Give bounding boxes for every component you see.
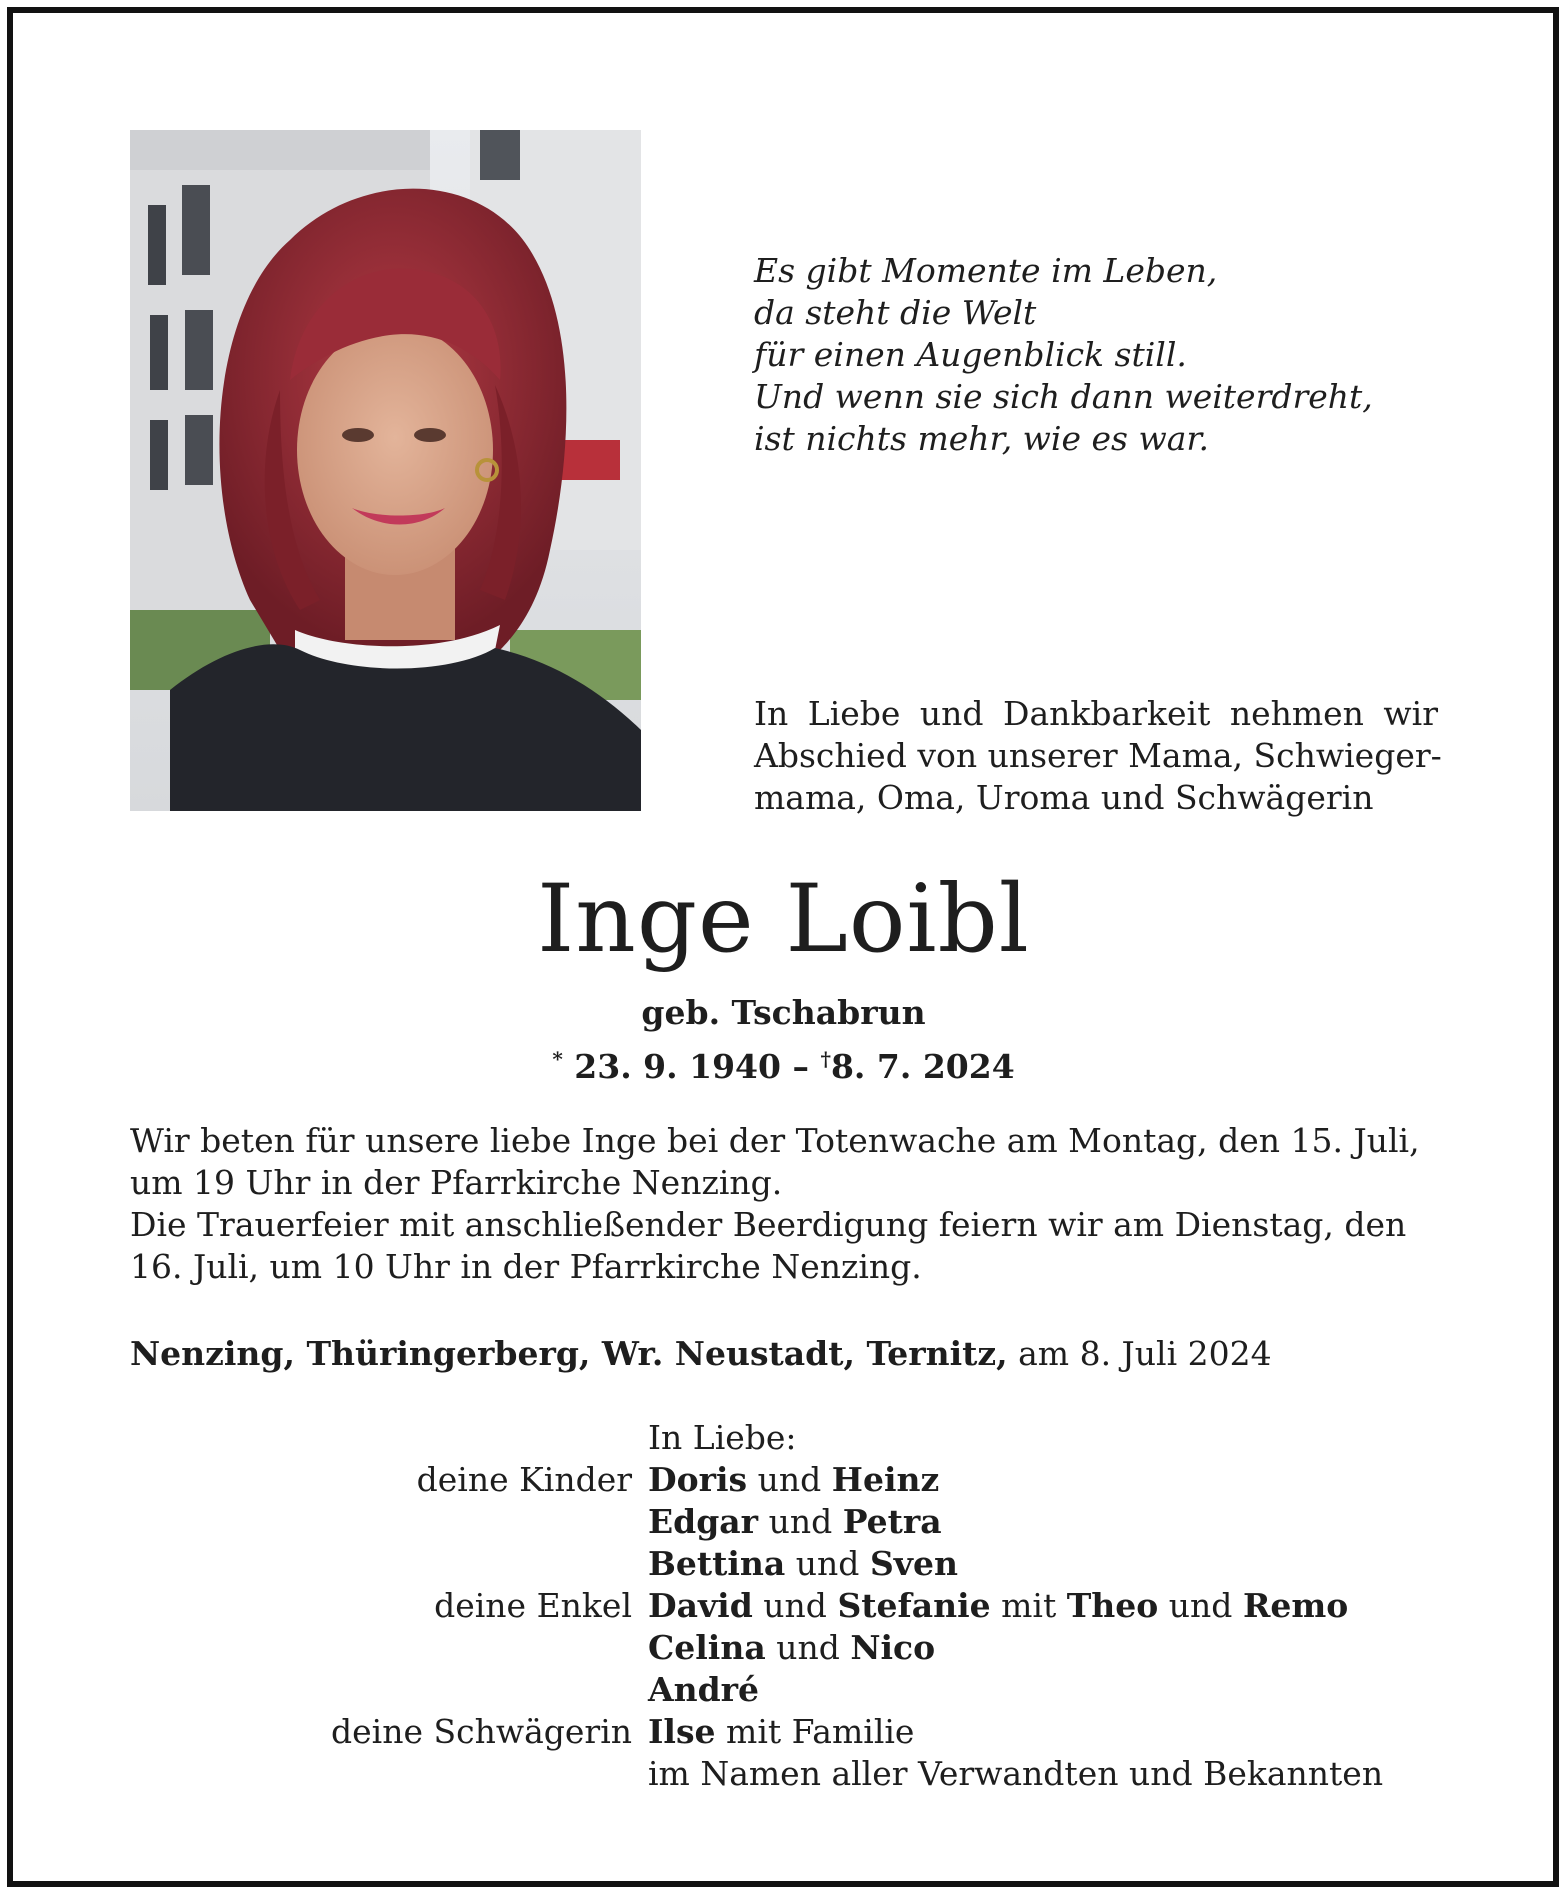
mourner-name: Celina	[648, 1628, 766, 1667]
mourners-list	[130, 1417, 1460, 1795]
notice-date: am 8. Juli 2024	[1018, 1334, 1272, 1373]
death-date: 8. 7. 2024	[830, 1047, 1015, 1086]
mourner-name: Heinz	[831, 1460, 940, 1499]
children-row	[130, 1501, 1460, 1543]
conjunction: und	[757, 1460, 822, 1499]
family-intro-row	[130, 1417, 1460, 1459]
closing-row	[130, 1753, 1460, 1795]
mourner-name: Nico	[850, 1628, 936, 1667]
mourner-name: Bettina	[648, 1544, 786, 1583]
places: Nenzing, Thüringerberg, Wr. Neustadt, Ternitz,	[130, 1334, 1008, 1373]
conjunction: und	[768, 1502, 833, 1541]
farewell-line: Abschied von unserer Mama, Schwieger-	[754, 736, 1442, 775]
deceased-name: Inge Loibl	[537, 865, 1030, 974]
portrait-photo	[130, 130, 641, 811]
mourner-name: David	[648, 1586, 753, 1625]
mourner-name: Sven	[869, 1544, 958, 1583]
farewell-line: In Liebe und Dankbarkeit nehmen wir	[754, 694, 1438, 733]
service-announcement	[130, 1120, 1440, 1288]
conjunction: und	[795, 1544, 860, 1583]
conjunction: und	[1168, 1586, 1233, 1625]
mourner-name: André	[648, 1670, 760, 1709]
mourner-name: Doris	[648, 1460, 748, 1499]
children-row	[130, 1459, 1460, 1501]
mourner-name: Petra	[842, 1502, 942, 1541]
mourner-name: Stefanie	[837, 1586, 991, 1625]
service-line: Die Trauerfeier mit anschließender Beerdigung feiern wir am Dienstag, den	[130, 1205, 1407, 1244]
poem-line: ist nichts mehr, wie es war.	[754, 419, 1210, 458]
children-label: deine Kinder	[416, 1460, 632, 1499]
grandchildren-row	[130, 1585, 1460, 1627]
mourner-name: Ilse	[648, 1712, 716, 1751]
place-date-line	[130, 1333, 1450, 1375]
maiden-name: geb. Tschabrun	[641, 993, 926, 1032]
conjunction: und	[776, 1628, 840, 1667]
mourner-extra: mit Familie	[726, 1712, 915, 1751]
mourner-name: Remo	[1242, 1586, 1349, 1625]
grandchildren-row	[130, 1627, 1460, 1669]
poem-line: für einen Augenblick still.	[754, 335, 1187, 374]
grandchildren-row	[130, 1669, 1460, 1711]
poem-line: da steht die Welt	[754, 293, 1037, 332]
service-line: Wir beten für unsere liebe Inge bei der Totenwache am Montag, den 15. Juli,	[130, 1121, 1420, 1160]
children-row	[130, 1543, 1460, 1585]
date-dash: –	[792, 1047, 809, 1086]
family-intro: In Liebe:	[648, 1418, 797, 1457]
farewell-text	[754, 693, 1442, 819]
poem-line: Es gibt Momente im Leben,	[754, 251, 1218, 290]
birth-date: 23. 9. 1940	[574, 1047, 781, 1086]
conjunction: mit	[1001, 1586, 1057, 1625]
service-line: 16. Juli, um 10 Uhr in der Pfarrkirche Nenzing.	[130, 1247, 922, 1286]
mourner-name: Theo	[1066, 1586, 1159, 1625]
death-symbol: †	[820, 1047, 831, 1071]
mourner-name: Edgar	[648, 1502, 759, 1541]
sister-in-law-label: deine Schwägerin	[331, 1712, 632, 1751]
life-dates	[0, 1038, 1567, 1088]
sister-in-law-row	[130, 1711, 1460, 1753]
birth-symbol: *	[552, 1047, 563, 1071]
grandchildren-label: deine Enkel	[434, 1586, 632, 1625]
conjunction: und	[763, 1586, 827, 1625]
farewell-line: mama, Oma, Uroma und Schwägerin	[754, 778, 1374, 817]
service-line: um 19 Uhr in der Pfarrkirche Nenzing.	[130, 1163, 783, 1202]
poem	[754, 250, 1474, 460]
poem-line: Und wenn sie sich dann weiterdreht,	[754, 377, 1373, 416]
closing-line: im Namen aller Verwandten und Bekannten	[648, 1754, 1384, 1793]
